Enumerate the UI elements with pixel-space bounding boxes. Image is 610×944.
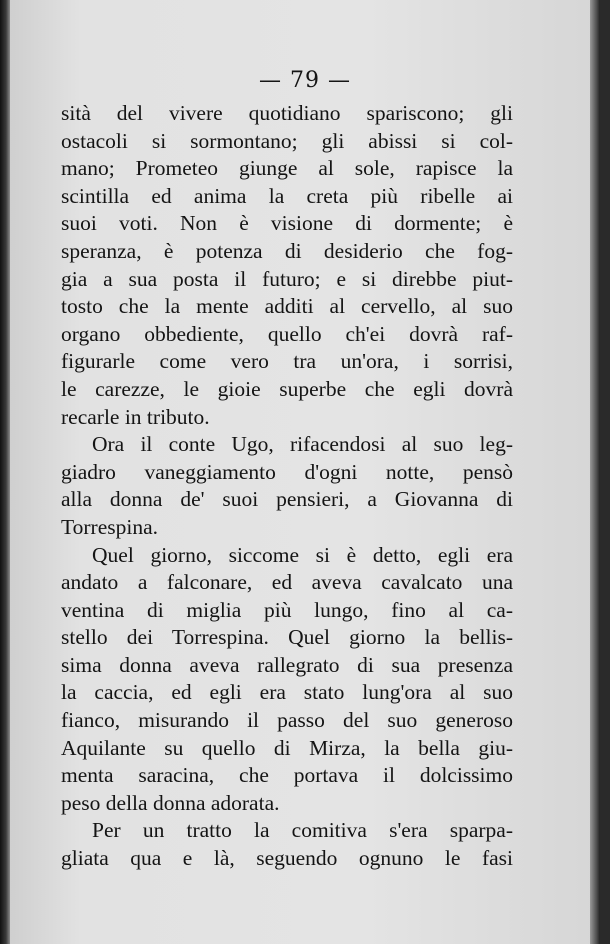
page-number: — 79 — (259, 68, 351, 93)
text-line: Per un tratto la comitiva s'era sparpa- (92, 818, 513, 843)
text-line: scintilla ed anima la creta più ribelle ai (61, 183, 513, 208)
text-line: fianco, misurando il passo del suo generoso (61, 708, 513, 733)
text-line: tosto che la mente additi al cervello, al suo (61, 294, 513, 319)
text-line: menta saracina, che portava il dolcissimo (61, 763, 513, 788)
text-line: le carezze, le gioie superbe che egli dovrà (61, 376, 513, 401)
text-line: Quel giorno, siccome si è detto, egli era (92, 542, 513, 567)
body-text (61, 100, 513, 873)
book-gutter-shadow (0, 0, 10, 944)
text-line: giadro vaneggiamento d'ogni notte, pensò (61, 459, 513, 484)
text-line: ostacoli si sormontano; gli abissi si col- (61, 128, 513, 153)
text-line: Aquilante su quello di Mirza, la bella giu- (61, 735, 513, 760)
text-line: speranza, è potenza di desiderio che fog- (61, 238, 513, 263)
text-line: peso della donna adorata. (61, 790, 280, 815)
text-line: stello dei Torrespina. Quel giorno la bellis- (61, 625, 513, 650)
text-line: organo obbediente, quello ch'ei dovrà raf- (61, 321, 513, 346)
text-line: Torrespina. (61, 514, 159, 539)
text-line: andato a falconare, ed aveva cavalcato una (61, 570, 513, 595)
page-edge-shadow (590, 0, 600, 944)
text-line: recarle in tributo. (61, 404, 210, 429)
text-line: sima donna aveva rallegrato di sua presenza (61, 652, 513, 677)
text-line: alla donna de' suoi pensieri, a Giovanna di (61, 487, 513, 512)
text-line: ventina di miglia più lungo, fino al ca- (61, 597, 513, 622)
text-line: gia a sua posta il futuro; e si direbbe piut- (61, 266, 513, 291)
text-line: la caccia, ed egli era stato lung'ora al suo (61, 680, 513, 705)
text-line: mano; Prometeo giunge al sole, rapisce la (61, 156, 513, 181)
text-line: sità del vivere quotidiano spariscono; gli (61, 101, 513, 125)
text-line: figurarle come vero tra un'ora, i sorrisi, (61, 349, 513, 374)
book-page (10, 0, 600, 944)
text-line: gliata qua e là, seguendo ognuno le fasi (61, 846, 513, 871)
text-line: Ora il conte Ugo, rifacendosi al suo leg- (92, 432, 513, 457)
text-line: suoi voti. Non è visione di dormente; è (61, 211, 513, 236)
